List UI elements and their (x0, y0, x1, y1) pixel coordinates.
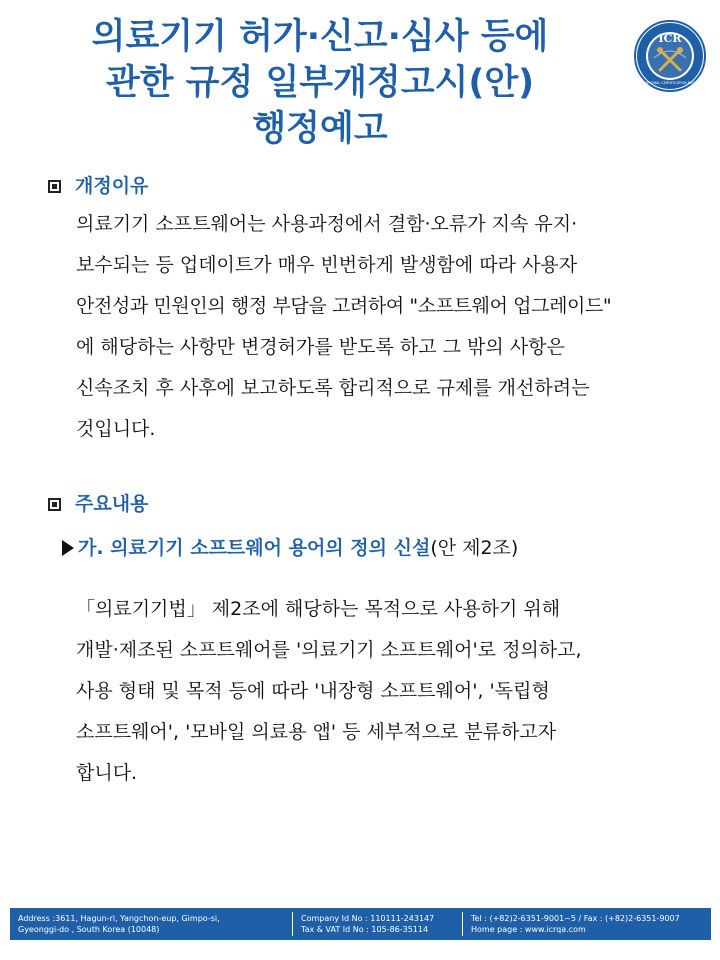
section2-body (76, 589, 720, 794)
section1-heading-text: 개정이유 (75, 175, 149, 197)
section2-heading-text: 주요내용 (75, 493, 149, 515)
page-title (40, 14, 600, 152)
icr-logo (634, 20, 706, 92)
section2-line: 사용 형태 및 목적 등에 따라 '내장형 소프트웨어', '독립형 (76, 680, 550, 702)
footer-address-line: Address :3611, Hagun-ri, Yangchon-eup, Gimpo-si, (18, 914, 220, 923)
section2-line: 합니다. (76, 762, 138, 784)
right-triangle-icon (62, 540, 74, 556)
section1-line: 보수되는 등 업데이트가 매우 빈번하게 발생함에 따라 사용자 (76, 254, 578, 276)
footer-contact-line: Tel : (+82)2-6351-9001~5 / Fax : (+82)2-6351-9007 (471, 914, 680, 923)
footer-homepage-link[interactable]: Home page : www.icrqa.com (471, 925, 586, 934)
footer-address-line: Gyeonggi-do , South Korea (10048) (18, 925, 160, 934)
icr-seal-icon (634, 20, 706, 92)
footer-contact (462, 912, 711, 936)
title-line-2: 관한 규정 일부개정고시(안) (105, 63, 535, 103)
square-bullet-icon (48, 498, 61, 511)
section1-line: 신속조치 후 사후에 보고하도록 합리적으로 규제를 개선하려는 (76, 377, 590, 399)
subheading-bold: 가. 의료기기 소프트웨어 용어의 정의 신설 (78, 537, 431, 559)
footer-bar (10, 908, 711, 940)
title-line-3: 행정예고 (252, 109, 388, 149)
footer-address (10, 912, 292, 936)
section1-line: 에 해당하는 사항만 변경허가를 받도록 하고 그 밖의 사항은 (76, 336, 565, 358)
section1-line: 의료기기 소프트웨어는 사용과정에서 결함·오류가 지속 유지· (76, 213, 578, 235)
section1-body (76, 204, 720, 450)
footer-company-line: Company Id No : 110111-243147 (301, 914, 435, 923)
title-line-1: 의료기기 허가·신고·심사 등에 (91, 17, 549, 57)
subheading-item-a (62, 535, 518, 561)
section-heading-main (48, 492, 148, 516)
footer-company-ids (292, 912, 462, 936)
section1-line: 것입니다. (76, 418, 156, 440)
logo-text: ICR (658, 32, 682, 45)
logo-ring-text: INTERNATIONAL CERTIFICATION REGISTRAR (634, 81, 706, 85)
subheading-plain: (안 제2조) (430, 537, 519, 559)
section2-line: 개발·제조된 소프트웨어를 '의료기기 소프트웨어'로 정의하고, (76, 639, 582, 661)
section1-line: 안전성과 민원인의 행정 부담을 고려하여 "소프트웨어 업그레이드" (76, 295, 612, 317)
section-heading-reason (48, 174, 148, 198)
section2-line: 소프트웨어', '모바일 의료용 앱' 등 세부적으로 분류하고자 (76, 721, 557, 743)
square-bullet-icon (48, 180, 61, 193)
footer-company-line: Tax & VAT Id No : 105-86-35114 (301, 925, 429, 934)
section2-line: 「의료기기법」 제2조에 해당하는 목적으로 사용하기 위해 (76, 598, 561, 620)
